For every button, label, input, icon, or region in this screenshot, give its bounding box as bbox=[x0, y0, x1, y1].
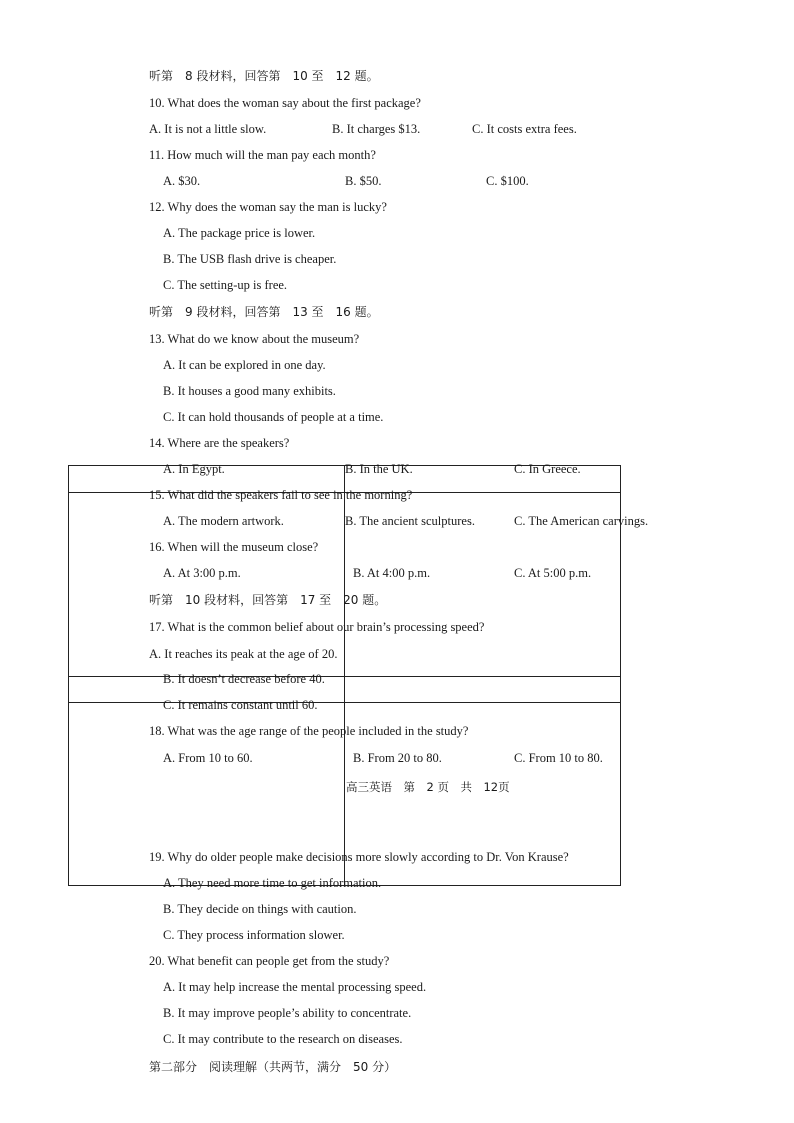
part2-header: 第二部分 阅读理解（共两节，满分 50 分） bbox=[149, 1060, 397, 1074]
q20-question: 20. What benefit can people get from the study? bbox=[149, 954, 390, 968]
q10-question: 10. What does the woman say about the first package? bbox=[149, 96, 421, 110]
q19-question: 19. Why do older people make decisions more slowly according to Dr. Von Krause? bbox=[149, 850, 569, 864]
q11-option-b: B. $50. bbox=[345, 174, 382, 188]
q14-option-c: C. In Greece. bbox=[514, 462, 581, 476]
section8-header: 听第 8 段材料，回答第 10 至 12 题。 bbox=[149, 69, 379, 83]
q12-option-a: A. The package price is lower. bbox=[163, 226, 316, 240]
q15-option-b: B. The ancient sculptures. bbox=[345, 514, 475, 528]
q18-option-c: C. From 10 to 80. bbox=[514, 751, 603, 765]
q14-question: 14. Where are the speakers? bbox=[149, 436, 290, 450]
q16-option-b: B. At 4:00 p.m. bbox=[353, 566, 431, 580]
q20-option-b: B. It may improve people’s ability to concentrate. bbox=[163, 1006, 412, 1020]
q11-option-c: C. $100. bbox=[486, 174, 529, 188]
q17-question: 17. What is the common belief about our brain’s processing speed? bbox=[149, 620, 485, 634]
q13-option-c: C. It can hold thousands of people at a time. bbox=[163, 410, 384, 424]
q18-option-a: A. From 10 to 60. bbox=[163, 751, 253, 765]
q14-option-b: B. In the UK. bbox=[345, 462, 413, 476]
q13-option-b: B. It houses a good many exhibits. bbox=[163, 384, 336, 398]
q18-question: 18. What was the age range of the people included in the study? bbox=[149, 724, 469, 738]
table-row-rule-2 bbox=[68, 676, 620, 677]
q10-option-b: B. It charges $13. bbox=[332, 122, 421, 136]
q19-option-c: C. They process information slower. bbox=[163, 928, 345, 942]
q12-option-c: C. The setting-up is free. bbox=[163, 278, 288, 292]
table-row-rule-3 bbox=[68, 702, 620, 703]
section10-header: 听第 10 段材料，回答第 17 至 20 题。 bbox=[149, 593, 387, 607]
page-footer: 高三英语 第 2 页 共 12页 bbox=[346, 780, 510, 794]
q10-option-a: A. It is not a little slow. bbox=[149, 122, 267, 136]
q18-option-b: B. From 20 to 80. bbox=[353, 751, 442, 765]
q15-question: 15. What did the speakers fail to see in the morning? bbox=[149, 488, 413, 502]
q20-option-a: A. It may help increase the mental processing speed. bbox=[163, 980, 427, 994]
q15-option-a: A. The modern artwork. bbox=[163, 514, 284, 528]
section9-header: 听第 9 段材料，回答第 13 至 16 题。 bbox=[149, 305, 379, 319]
q12-option-b: B. The USB flash drive is cheaper. bbox=[163, 252, 337, 266]
q17-option-a: A. It reaches its peak at the age of 20. bbox=[149, 647, 338, 661]
q12-question: 12. Why does the woman say the man is lucky? bbox=[149, 200, 387, 214]
q13-option-a: A. It can be explored in one day. bbox=[163, 358, 326, 372]
q16-option-c: C. At 5:00 p.m. bbox=[514, 566, 592, 580]
q13-question: 13. What do we know about the museum? bbox=[149, 332, 360, 346]
q14-option-a: A. In Egypt. bbox=[163, 462, 225, 476]
q20-option-c: C. It may contribute to the research on diseases. bbox=[163, 1032, 403, 1046]
q17-option-c: C. It remains constant until 60. bbox=[163, 698, 318, 712]
q17-option-b: B. It doesn’t decrease before 40. bbox=[163, 672, 325, 686]
q16-question: 16. When will the museum close? bbox=[149, 540, 319, 554]
q10-option-c: C. It costs extra fees. bbox=[472, 122, 577, 136]
q19-option-b: B. They decide on things with caution. bbox=[163, 902, 357, 916]
q11-option-a: A. $30. bbox=[163, 174, 201, 188]
q16-option-a: A. At 3:00 p.m. bbox=[163, 566, 241, 580]
q15-option-c: C. The American carvings. bbox=[514, 514, 649, 528]
q19-option-a: A. They need more time to get information. bbox=[163, 876, 382, 890]
q11-question: 11. How much will the man pay each month? bbox=[149, 148, 376, 162]
